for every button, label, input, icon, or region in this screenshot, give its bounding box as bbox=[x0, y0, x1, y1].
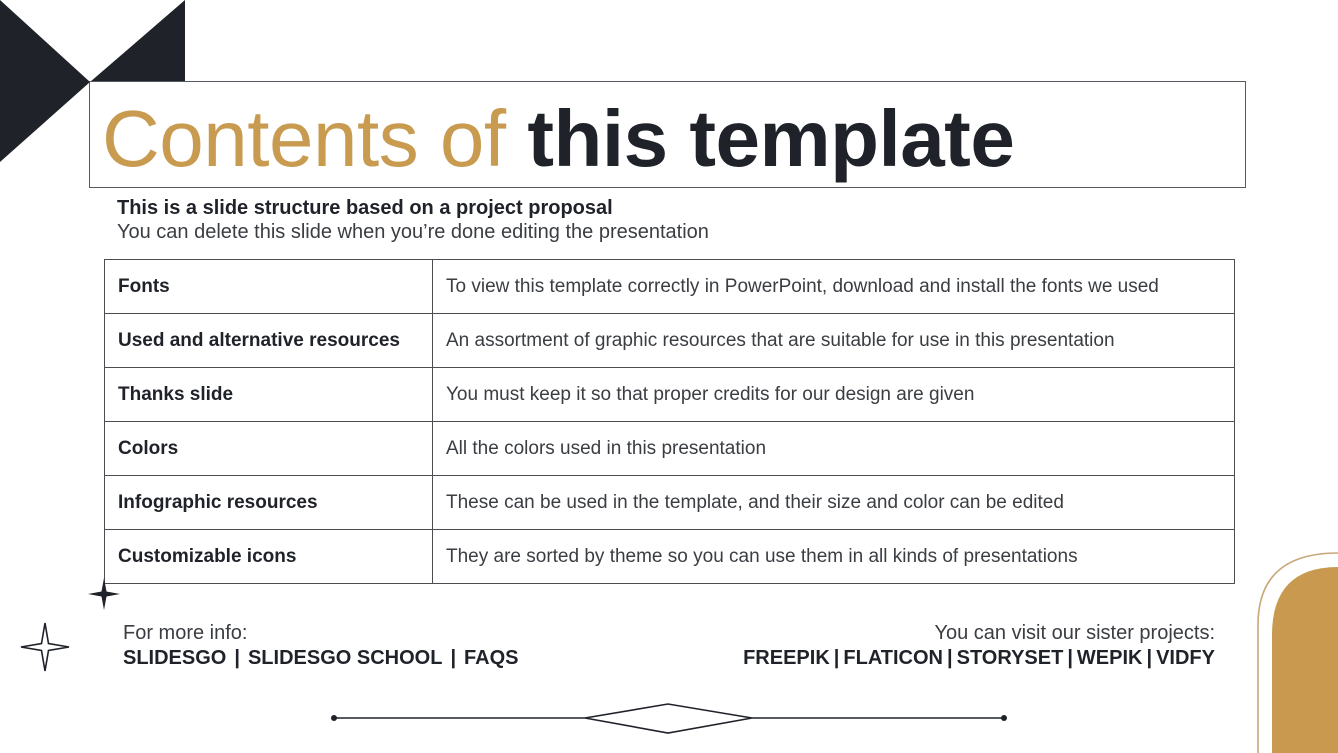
subtitle-light: You can delete this slide when you’re done editing the presentation bbox=[117, 221, 709, 243]
separator: | bbox=[1146, 647, 1153, 669]
title-light: Contents of bbox=[102, 94, 506, 183]
gold-arch-icon bbox=[1250, 545, 1338, 753]
subtitle-strong: This is a slide structure based on a project proposal bbox=[117, 197, 613, 219]
row-label: Fonts bbox=[105, 260, 433, 314]
separator: | bbox=[234, 647, 240, 669]
table-row bbox=[105, 476, 1235, 530]
table-row bbox=[105, 422, 1235, 476]
link-slidesgo-school[interactable]: SLIDESGO SCHOOL bbox=[247, 647, 443, 669]
table-row bbox=[105, 314, 1235, 368]
row-description: All the colors used in this presentation bbox=[433, 422, 1235, 476]
link-freepik[interactable]: FREEPIK bbox=[743, 647, 830, 669]
row-description: These can be used in the template, and their size and color can be edited bbox=[433, 476, 1235, 530]
title-bold: this template bbox=[527, 94, 1015, 183]
row-label: Infographic resources bbox=[105, 476, 433, 530]
page-title bbox=[102, 92, 1014, 186]
link-wepik[interactable]: WEPIK bbox=[1076, 647, 1143, 669]
row-description: You must keep it so that proper credits for our design are given bbox=[433, 368, 1235, 422]
more-info-label: For more info: bbox=[123, 622, 248, 644]
table-row bbox=[105, 260, 1235, 314]
sister-projects-label: You can visit our sister projects: bbox=[934, 622, 1215, 644]
row-label: Colors bbox=[105, 422, 433, 476]
row-description: To view this template correctly in PowerPoint, download and install the fonts we used bbox=[433, 260, 1235, 314]
more-info-links bbox=[123, 647, 519, 670]
link-vidfy[interactable]: VIDFY bbox=[1156, 647, 1215, 669]
row-label: Thanks slide bbox=[105, 368, 433, 422]
link-storyset[interactable]: STORYSET bbox=[956, 647, 1064, 669]
row-label: Customizable icons bbox=[105, 530, 433, 584]
link-flaticon[interactable]: FLATICON bbox=[843, 647, 943, 669]
separator: | bbox=[450, 647, 457, 669]
separator: | bbox=[833, 647, 840, 669]
diamond-divider-icon bbox=[328, 700, 1012, 740]
link-faqs[interactable]: FAQS bbox=[464, 647, 519, 669]
row-label: Used and alternative resources bbox=[105, 314, 433, 368]
star-filled-icon bbox=[88, 578, 120, 610]
table-row bbox=[105, 530, 1235, 584]
link-slidesgo[interactable]: SLIDESGO bbox=[123, 647, 227, 669]
row-description: They are sorted by theme so you can use them in all kinds of presentations bbox=[433, 530, 1235, 584]
row-description: An assortment of graphic resources that are suitable for use in this presentation bbox=[433, 314, 1235, 368]
star-outline-icon bbox=[20, 622, 70, 672]
sister-projects-links bbox=[743, 647, 1215, 670]
table-row bbox=[105, 368, 1235, 422]
contents-table bbox=[104, 259, 1235, 584]
separator: | bbox=[947, 647, 953, 669]
separator: | bbox=[1067, 647, 1073, 669]
